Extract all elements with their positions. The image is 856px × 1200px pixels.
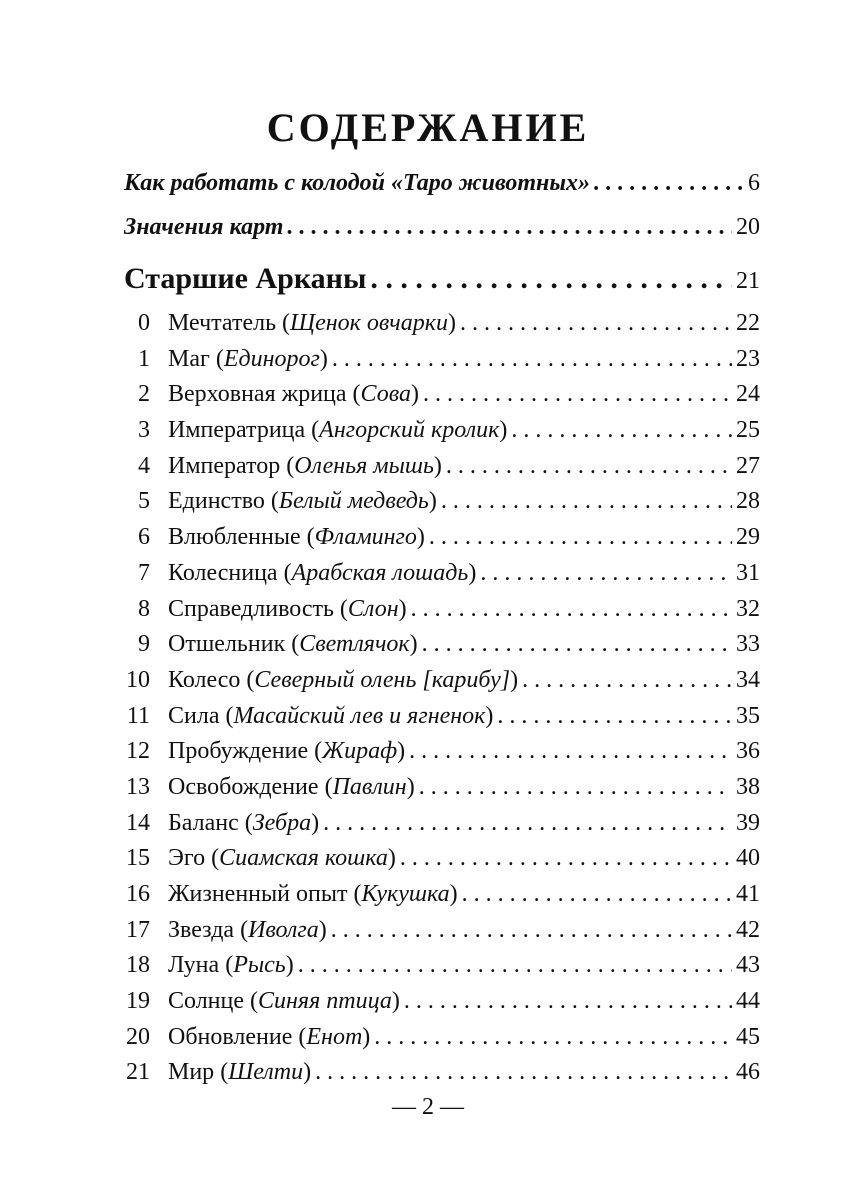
card-page: 46 [736, 1059, 760, 1086]
toc-entry-card[interactable] [124, 667, 760, 703]
card-page: 36 [736, 738, 760, 765]
toc-entry-card[interactable] [124, 560, 760, 596]
toc-entry-card[interactable] [124, 417, 760, 453]
card-label: Колесо (Северный олень [карибу]) [168, 666, 519, 693]
card-label: Мир (Шелти) [168, 1059, 312, 1086]
card-number: 19 [126, 988, 150, 1015]
leader-dots [400, 845, 732, 872]
card-number: 21 [126, 1059, 150, 1086]
card-label: Пробуждение (Жираф) [168, 738, 406, 765]
leader-dots [462, 881, 732, 908]
leader-dots [370, 262, 732, 296]
toc-entry-card[interactable] [124, 310, 760, 346]
card-animal: Павлин [332, 773, 407, 800]
leader-dots [409, 738, 732, 765]
card-animal: Кукушка [361, 881, 450, 907]
card-number: 11 [126, 702, 150, 729]
card-label: Баланс (Зебра) [168, 809, 320, 836]
card-page: 41 [736, 881, 760, 907]
leader-dots [404, 988, 732, 1015]
card-label: Мечтатель (Щенок овчарки) [168, 310, 456, 336]
toc-entry-label: Как работать с колодой «Таро животных» [124, 170, 591, 196]
card-animal: Светлячок [299, 631, 410, 658]
card-number: 20 [126, 1023, 150, 1050]
toc-entry-card[interactable] [124, 381, 760, 417]
toc-entry-card[interactable] [124, 346, 760, 382]
card-animal: Фламинго [314, 524, 417, 551]
card-name: Солнце [168, 988, 245, 1015]
card-page: 40 [736, 845, 760, 872]
card-animal: Арабская лошадь [291, 559, 469, 586]
card-number: 14 [126, 809, 150, 836]
toc-entry-card[interactable] [124, 1059, 760, 1095]
leader-dots [594, 170, 744, 197]
card-page: 42 [736, 916, 760, 943]
card-number: 13 [126, 773, 150, 800]
card-name: Влюбленные [168, 524, 301, 551]
card-name: Колесо [168, 666, 241, 693]
card-animal: Сова [360, 381, 411, 408]
card-page: 35 [736, 702, 760, 729]
toc-entry-page: 6 [748, 170, 760, 196]
card-number: 8 [138, 595, 150, 622]
leader-dots [323, 810, 732, 837]
card-animal: Ангорский кролик [319, 417, 500, 444]
leader-dots [374, 1024, 732, 1051]
leader-dots [332, 346, 732, 373]
card-label: Отшельник (Светлячок) [168, 631, 418, 658]
card-animal: Щенок овчарки [290, 310, 448, 336]
leader-dots [446, 453, 732, 480]
toc-entry-card[interactable] [124, 596, 760, 632]
card-page: 34 [736, 666, 760, 693]
card-name: Эго [168, 845, 206, 872]
toc-entry-card[interactable] [124, 845, 760, 881]
card-animal: Северный олень [карибу] [254, 666, 511, 693]
card-animal: Сиамская кошка [219, 845, 388, 872]
section-label: Старшие Арканы [124, 262, 367, 295]
card-name: Луна [168, 952, 220, 979]
card-number: 12 [126, 738, 150, 765]
toc-entry-label: Значения карт [124, 214, 284, 240]
card-name: Мечтатель [168, 310, 277, 336]
card-number: 17 [126, 916, 150, 943]
card-label: Обновление (Енот) [168, 1023, 371, 1050]
toc-entry-card-meanings[interactable] [124, 214, 760, 258]
leader-dots [298, 952, 732, 979]
intro-entries [124, 170, 760, 258]
card-page: 23 [736, 345, 760, 372]
card-label: Влюбленные (Фламинго) [168, 524, 425, 551]
card-page: 38 [736, 773, 760, 800]
card-name: Отшельник [168, 631, 286, 658]
card-label: Единство (Белый медведь) [168, 488, 437, 515]
toc-entry-card[interactable] [124, 1024, 760, 1060]
card-name: Верховная жрица [168, 381, 347, 408]
leader-dots [287, 214, 732, 241]
toc-entry-page: 20 [736, 214, 760, 240]
leader-dots [429, 524, 732, 551]
card-label: Солнце (Синяя птица) [168, 988, 400, 1015]
card-number: 5 [138, 488, 150, 515]
card-number: 2 [138, 381, 150, 408]
toc-section-major-arcana[interactable] [124, 262, 760, 308]
leader-dots [522, 667, 732, 694]
card-label: Эго (Сиамская кошка) [168, 845, 396, 872]
card-page: 27 [736, 452, 760, 479]
toc-entry-card[interactable] [124, 703, 760, 739]
card-name: Жизненный опыт [168, 881, 348, 907]
card-animal: Слон [347, 595, 399, 622]
section-heading-block [124, 262, 760, 308]
leader-dots [411, 596, 732, 623]
card-animal: Белый медведь [278, 488, 429, 515]
card-name: Пробуждение [168, 738, 309, 765]
card-name: Император [168, 452, 281, 479]
card-animal: Зебра [252, 809, 312, 836]
card-number: 16 [126, 881, 150, 907]
card-label: Луна (Рысь) [168, 952, 294, 979]
card-label: Жизненный опыт (Кукушка) [168, 881, 458, 907]
card-animal: Шелти [228, 1059, 304, 1086]
page-title: СОДЕРЖАНИЕ [266, 105, 590, 150]
card-page: 39 [736, 809, 760, 836]
card-label: Колесница (Арабская лошадь) [168, 559, 477, 586]
card-page: 28 [736, 488, 760, 515]
card-animal: Енот [306, 1023, 363, 1050]
leader-dots [315, 1059, 732, 1086]
card-page: 25 [736, 417, 760, 444]
card-number: 9 [138, 631, 150, 658]
leader-dots [511, 417, 732, 444]
card-name: Сила [168, 702, 220, 729]
card-page: 29 [736, 524, 760, 551]
card-label: Верховная жрица (Сова) [168, 381, 419, 408]
card-animal: Единорог [223, 345, 320, 372]
card-name: Императрица [168, 417, 306, 444]
card-page: 31 [736, 559, 760, 586]
card-animal: Оленья мышь [294, 452, 434, 479]
card-page: 33 [736, 631, 760, 658]
card-name: Колесница [168, 559, 278, 586]
toc-entry-card[interactable] [124, 631, 760, 667]
card-name: Звезда [168, 916, 235, 943]
toc-entry-card[interactable] [124, 453, 760, 489]
toc-entry-card[interactable] [124, 810, 760, 846]
card-number: 4 [138, 452, 150, 479]
card-number: 18 [126, 952, 150, 979]
card-label: Звезда (Иволга) [168, 916, 327, 943]
card-name: Справедливость [168, 595, 334, 622]
card-page: 45 [736, 1023, 760, 1050]
card-list [124, 310, 760, 1095]
card-number: 10 [126, 666, 150, 693]
leader-dots [331, 917, 732, 944]
card-number: 0 [138, 310, 150, 336]
card-name: Обновление [168, 1023, 293, 1050]
card-animal: Жираф [322, 738, 398, 765]
card-name: Баланс [168, 809, 239, 836]
leader-dots [423, 381, 732, 408]
card-page: 44 [736, 988, 760, 1015]
card-page: 43 [736, 952, 760, 979]
card-label: Освобождение (Павлин) [168, 773, 415, 800]
card-page: 22 [736, 310, 760, 336]
card-animal: Масайский лев и ягненок [233, 702, 486, 729]
leader-dots [441, 488, 732, 515]
card-label: Императрица (Ангорский кролик) [168, 417, 508, 444]
card-name: Мир [168, 1059, 215, 1086]
leader-dots [460, 310, 732, 337]
leader-dots [419, 774, 732, 801]
toc-entry-card[interactable] [124, 881, 760, 917]
card-number: 15 [126, 845, 150, 872]
card-animal: Рысь [233, 952, 286, 979]
card-label: Справедливость (Слон) [168, 595, 407, 622]
toc-entry-card[interactable] [124, 488, 760, 524]
card-page: 32 [736, 595, 760, 622]
toc-entry-card[interactable] [124, 524, 760, 560]
card-number: 1 [138, 345, 150, 372]
toc-entry-card[interactable] [124, 738, 760, 774]
card-page: 24 [736, 381, 760, 408]
card-label: Сила (Масайский лев и ягненок) [168, 702, 494, 729]
card-name: Единство [168, 488, 265, 515]
leader-dots [480, 560, 732, 587]
page-number: — 2 — [392, 1094, 464, 1120]
toc-entry-card[interactable] [124, 988, 760, 1024]
card-number: 3 [138, 417, 150, 444]
card-number: 6 [138, 524, 150, 551]
card-name: Маг [168, 345, 210, 372]
toc-entry-card[interactable] [124, 952, 760, 988]
leader-dots [497, 703, 732, 730]
toc-entry-card[interactable] [124, 774, 760, 810]
leader-dots [422, 631, 732, 658]
section-page: 21 [736, 268, 760, 294]
card-label: Маг (Единорог) [168, 345, 328, 372]
card-number: 7 [138, 559, 150, 586]
card-label: Император (Оленья мышь) [168, 452, 442, 479]
card-animal: Синяя птица [258, 988, 392, 1015]
card-animal: Иволга [248, 916, 319, 943]
toc-entry-card[interactable] [124, 917, 760, 953]
toc-entry-how-to-work[interactable] [124, 170, 760, 214]
card-name: Освобождение [168, 773, 319, 800]
